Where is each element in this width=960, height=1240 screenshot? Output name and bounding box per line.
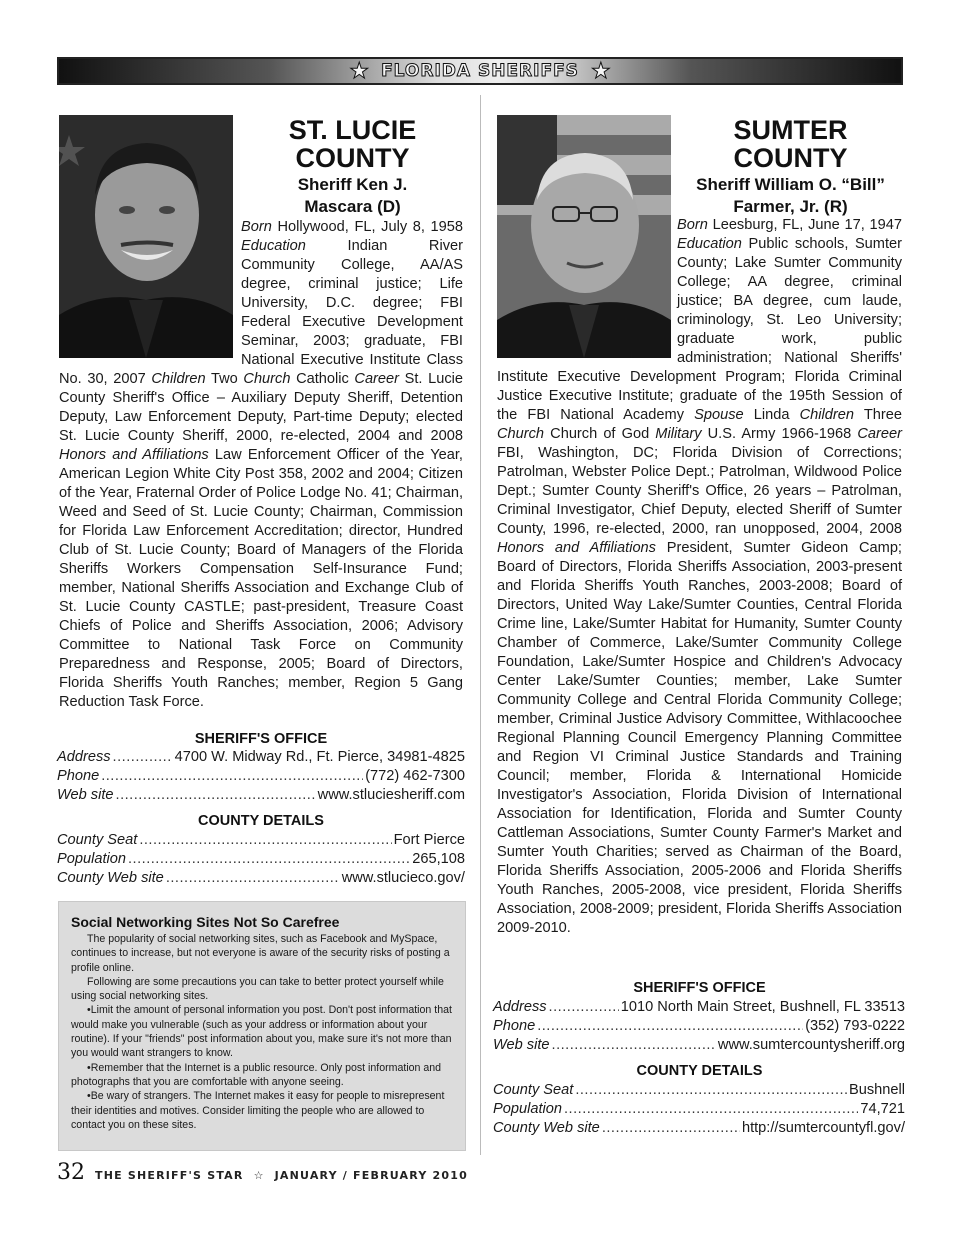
- county-website-row: [493, 1119, 905, 1138]
- bio-text: President, Sumter Gideon Camp; Board of Directors, Florida Sheriffs Association, 2003-present and Florida Sheriffs Youth Ranches, 2003-2008; Board of Directors, United Way Lake/Sumter Counties, Central Florida Crime line, Lake/Sumter Habitat for Humanity, Sumter County Chamber of Commerce, Lake/Sumter Community College Foundation, Lake/Sumter Hospice and Children's Advocacy Center Lake/Sumter Counties; member, Lake Sumter Community College and Central Florida Community College; member, Criminal Justice Advisory Committee, Withlacoochee Regional Planning Council Emergency Planning Committee and Region VI Criminal Justice Standards and Training Council; member, Florida & International Homicide Investigator's Association, Florida Division of International Association for Identification, Florida and Sumter County Cattleman Associations, Sumter County Farmer's Market and Sumter Youth Charities; served as Chairman of the Board, Florida Sheriffs Association, 2005-2006 and Florida Sheriffs Youth Ranches, 2005-2008, vice president, Florida Sheriffs Association, 2008-2009; president, Florida Sheriffs Association 2009-2010.: [497, 540, 902, 936]
- address-row: [57, 748, 465, 767]
- population-value: 265,108: [412, 851, 465, 867]
- leader-dots: [116, 786, 316, 805]
- population-value: 74,721: [860, 1101, 905, 1117]
- address-row: [493, 998, 905, 1017]
- photo-wrap-spacer: [59, 218, 241, 370]
- phone-value: (352) 793-0222: [805, 1018, 905, 1034]
- county-website-link[interactable]: http://sumtercountyfl.gov/: [741, 1120, 905, 1136]
- sheriff-name-line: Farmer, Jr. (R): [733, 197, 848, 216]
- sheriff-name-sumter: [678, 174, 903, 218]
- county-seat-label: County Seat: [493, 1082, 574, 1098]
- bio-label: Military: [655, 426, 702, 442]
- bio-text: Public schools, Sumter County; Lake Sumter Community College; AA degree, criminal justice; BA degree, cum laude, criminology, St. Leo University; graduate work, public administration; National Sheriffs' Institute Executive Development Program; Florida Criminal Justice Executive Institute; graduate of the 195th Session of the FBI National Academy: [497, 236, 902, 423]
- details-heading-st-lucie: COUNTY DETAILS: [198, 813, 324, 829]
- bio-label: Church: [497, 426, 545, 442]
- county-title-line: ST. LUCIE: [288, 115, 417, 145]
- bio-text: Hollywood, FL, July 8, 1958: [271, 219, 463, 235]
- page-footer: [57, 1160, 468, 1185]
- bio-text: Leesburg, FL, June 17, 1947: [707, 217, 902, 233]
- county-website-row: [57, 869, 465, 888]
- bio-label: Spouse: [694, 407, 744, 423]
- county-title-line: COUNTY: [295, 143, 410, 173]
- bio-text: Two: [205, 371, 244, 387]
- social-networking-sidebar: [58, 901, 466, 1151]
- website-label: Web site: [493, 1037, 550, 1053]
- bio-label: Honors and Affiliations: [59, 447, 209, 463]
- sheriff-name-line: Sheriff William O. “Bill”: [696, 175, 885, 194]
- website-row: [57, 786, 465, 805]
- leader-dots: [602, 1119, 740, 1138]
- sidebar-paragraph: The popularity of social networking sites, such as Facebook and MySpace, continues to increase, but not everyone is aware of the security risks of posting a profile online.: [71, 933, 450, 974]
- phone-label: Phone: [57, 768, 100, 784]
- issue-date: JANUARY / FEBRUARY 2010: [274, 1169, 468, 1182]
- bio-st-lucie: [59, 218, 463, 712]
- sheriff-name-st-lucie: [240, 174, 465, 218]
- leader-dots: [166, 869, 340, 888]
- star-icon: ★: [349, 58, 370, 83]
- section-banner: [57, 57, 903, 85]
- details-heading-sumter: COUNTY DETAILS: [636, 1063, 763, 1079]
- leader-dots: [537, 1017, 803, 1036]
- star-icon: ★: [590, 58, 611, 83]
- bio-text: St. Lucie County Sheriff's Office – Auxiliary Deputy Sheriff, Detention Deputy, Law Enforcement Deputy, Part-time Deputy; elected St. Lucie County Sheriff, 2000, re-elected, 2004 and 2008: [59, 371, 463, 444]
- bio-text: Church of God: [544, 426, 656, 442]
- leader-dots: [139, 831, 391, 850]
- bio-label: Honors and Affiliations: [497, 540, 656, 556]
- phone-value: (772) 462-7300: [365, 768, 465, 784]
- population-label: Population: [57, 851, 126, 867]
- sidebar-paragraph: •Limit the amount of personal information you post. Don't post information that would make you vulnerable (such as your address or information about your routine). If your "friends" post information about you, make sure it's not more than you would want strangers to know.: [71, 1004, 452, 1060]
- bio-text: Three: [854, 407, 903, 423]
- publication-name: THE SHERIFF'S STAR: [95, 1169, 244, 1182]
- county-website-label: County Web site: [57, 870, 164, 886]
- address-label: Address: [493, 999, 547, 1015]
- bio-label: Children: [799, 407, 854, 423]
- leader-dots: [101, 767, 363, 786]
- county-title-st-lucie: [240, 116, 465, 172]
- sheriff-name-line: Mascara (D): [304, 197, 401, 216]
- county-website-label: County Web site: [493, 1120, 600, 1136]
- county-seat-value: Fort Pierce: [393, 832, 465, 848]
- sidebar-title: Social Networking Sites Not So Carefree: [71, 914, 340, 930]
- website-label: Web site: [57, 787, 114, 803]
- county-seat-row: [493, 1081, 905, 1100]
- bio-label: Education: [677, 236, 742, 252]
- leader-dots: [549, 998, 619, 1017]
- photo-wrap-spacer: [497, 216, 677, 368]
- leader-dots: [113, 748, 173, 767]
- phone-row: [493, 1017, 905, 1036]
- bio-label: Born: [677, 217, 708, 233]
- address-value: 4700 W. Midway Rd., Ft. Pierce, 34981-4825: [174, 749, 465, 765]
- page-number: 32: [57, 1160, 85, 1185]
- population-row: [57, 850, 465, 869]
- bio-text: Law Enforcement Officer of the Year, American Legion White City Post 358, 2002 and 2004; Citizen of the Year, Fraternal Order of Police Lodge No. 41; Chairman, Weed and Seed of St. Lucie County; Chairman, Commission for Florida Law Enforcement Accreditation; director, Hundred Club of St. Lucie County; Board of Managers of the Florida Sheriffs Workers Compensation Self-Insurance Fund; member, National Sheriffs Association and Exchange Club of St. Lucie County CASTLE; past-president, Treasure Coast Chiefs of Police and Sheriffs Association, 2006; Advisory Committee to National Task Force on Community Preparedness and Response, 2005; Board of Directors, Florida Sheriffs Youth Ranches; member, Region 5 Gang Reduction Task Force.: [59, 447, 463, 710]
- bio-label: Career: [354, 371, 400, 387]
- leader-dots: [128, 850, 410, 869]
- office-heading-st-lucie: SHERIFF'S OFFICE: [194, 731, 328, 747]
- county-title-line: COUNTY: [733, 143, 848, 173]
- bio-label: Born: [241, 219, 272, 235]
- sidebar-paragraph: Following are some precautions you can take to better protect yourself while using social networking sites.: [71, 975, 444, 1003]
- county-title-sumter: [678, 116, 903, 172]
- bio-label: Children: [151, 371, 206, 387]
- website-row: [493, 1036, 905, 1055]
- banner-title: FLORIDA SHERIFFS: [381, 61, 579, 81]
- sidebar-paragraph: •Be wary of strangers. The Internet makes it easy for people to misrepresent their identities and motives. Consider limiting the people who are allowed to contact you on these sites.: [71, 1090, 445, 1131]
- bio-text: FBI, Washington, DC; Florida Division of Corrections; Patrolman, Webster Police Dept.; Patrolman, Wildwood Police Dept.; Sumter County Sheriff's Office, 26 years – Patrolman, Criminal Investigator, Chief Deputy, elected Sheriff of Sumter County, 1996, re-elected, 2000, ran unopposed, 2004, 2008: [497, 445, 902, 537]
- website-link[interactable]: www.sumtercountysheriff.org: [717, 1037, 905, 1053]
- bio-sumter: [497, 216, 902, 938]
- bio-text: Indian River Community College, AA/AS degree, criminal justice; Life University, D.C. degree; FBI Federal Executive Development Seminar, 2003; graduate, FBI National Executive Institute Class No. 30, 2007: [59, 238, 463, 387]
- sidebar-paragraph: •Remember that the Internet is a public resource. Only post information and photographs that you are comfortable with anyone seeing.: [71, 1061, 442, 1088]
- leader-dots: [552, 1036, 716, 1055]
- leader-dots: [564, 1100, 858, 1119]
- sheriff-name-line: Sheriff Ken J.: [297, 175, 408, 194]
- phone-row: [57, 767, 465, 786]
- address-value: 1010 North Main Street, Bushnell, FL 33513: [620, 999, 905, 1015]
- bio-label: Church: [243, 371, 291, 387]
- population-row: [493, 1100, 905, 1119]
- bio-label: Career: [857, 426, 902, 442]
- county-website-link[interactable]: www.stlucieco.gov/: [341, 870, 465, 886]
- county-seat-label: County Seat: [57, 832, 138, 848]
- phone-label: Phone: [493, 1018, 536, 1034]
- county-title-line: SUMTER: [733, 115, 848, 145]
- bio-text: U.S. Army 1966-1968: [701, 426, 858, 442]
- bio-text: Linda: [743, 407, 800, 423]
- address-label: Address: [57, 749, 111, 765]
- leader-dots: [575, 1081, 847, 1100]
- bio-text: Catholic: [290, 371, 355, 387]
- bio-label: Education: [241, 238, 306, 254]
- column-divider: [480, 95, 481, 1155]
- website-link[interactable]: www.stluciesheriff.com: [317, 787, 465, 803]
- star-icon: ☆: [253, 1169, 265, 1182]
- county-seat-value: Bushnell: [849, 1082, 905, 1098]
- county-seat-row: [57, 831, 465, 850]
- office-heading-sumter: SHERIFF'S OFFICE: [633, 980, 766, 996]
- population-label: Population: [493, 1101, 562, 1117]
